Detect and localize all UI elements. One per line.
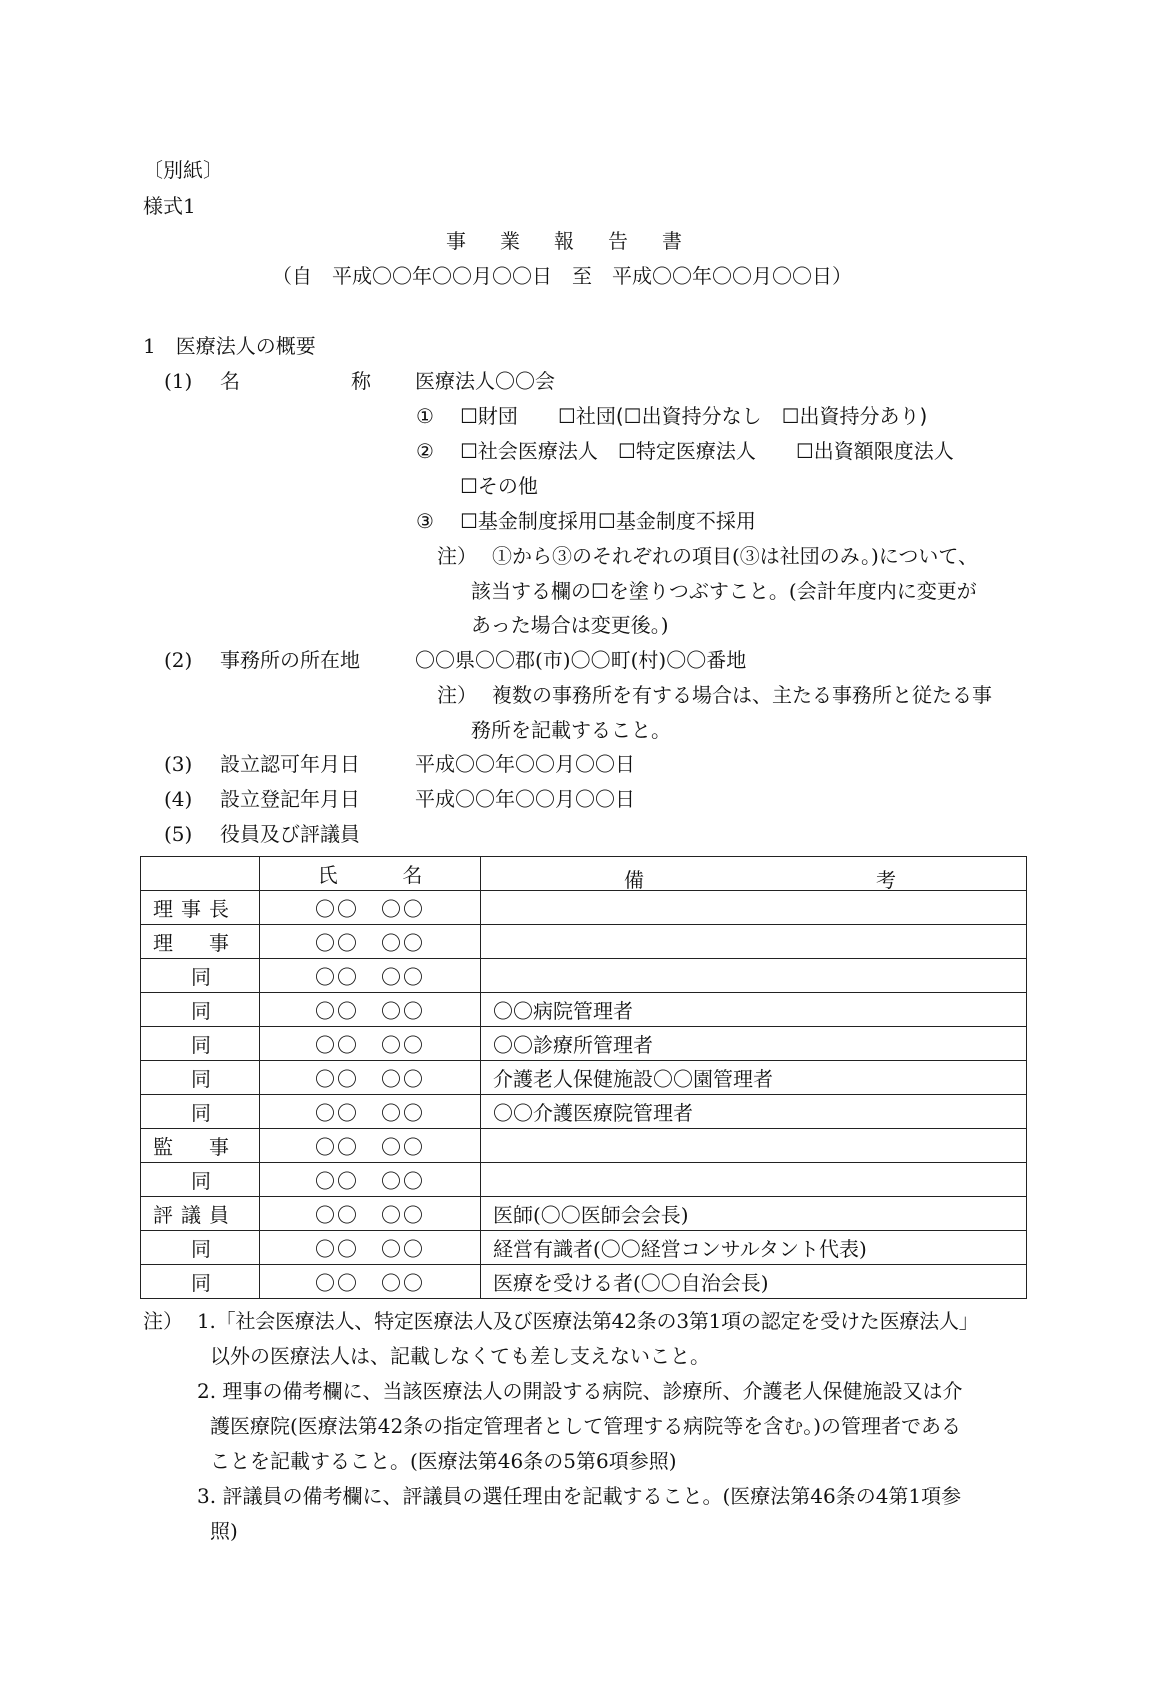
- table-row: [141, 1163, 1027, 1197]
- table-row: [141, 891, 1027, 925]
- officer-name-cell: [260, 925, 481, 959]
- officer-note-cell: [481, 1265, 1027, 1299]
- form-number: 様式1: [143, 194, 196, 218]
- registration-date: 平成〇〇年〇〇月〇〇日: [415, 787, 635, 811]
- officer-name-cell: [260, 993, 481, 1027]
- officer-role: 評議員: [153, 1203, 237, 1227]
- officer-name: 〇〇 〇〇: [315, 931, 425, 955]
- table-row: [141, 1265, 1027, 1299]
- officer-name: 〇〇 〇〇: [315, 1101, 425, 1125]
- officer-role-cell: [141, 1163, 260, 1197]
- officer-role: 同: [191, 999, 211, 1023]
- header-note-b: 考: [876, 868, 896, 891]
- officer-role-cell: [141, 1129, 260, 1163]
- footnote-label: 注）: [143, 1309, 183, 1333]
- item4-label: 設立登記年月日: [220, 787, 360, 811]
- officer-note: 介護老人保健施設〇〇園管理者: [493, 1067, 773, 1091]
- header-name-b: 名: [402, 863, 423, 887]
- footnote1-line1: 1.「社会医療法人、特定医療法人及び医療法第42条の3第1項の認定を受けた医療法人」: [197, 1309, 979, 1333]
- officer-note-cell: [481, 959, 1027, 993]
- table-row: [141, 1129, 1027, 1163]
- officer-name: 〇〇 〇〇: [315, 1033, 425, 1057]
- header-note-cell: [481, 857, 1027, 891]
- officer-role: 理事長: [153, 897, 237, 921]
- item5-label: 役員及び評議員: [220, 822, 360, 846]
- officer-role: 同: [191, 1271, 211, 1295]
- footnote3-line1: 3. 評議員の備考欄に、評議員の選任理由を記載すること。(医療法第46条の4第1項参: [197, 1484, 962, 1508]
- approval-date: 平成〇〇年〇〇月〇〇日: [415, 752, 635, 776]
- officer-name-cell: [260, 1095, 481, 1129]
- officer-note: 〇〇病院管理者: [493, 999, 633, 1023]
- officer-name: 〇〇 〇〇: [315, 1135, 425, 1159]
- officer-note-cell: [481, 993, 1027, 1027]
- officer-name: 〇〇 〇〇: [315, 1203, 425, 1227]
- officer-note-cell: [481, 891, 1027, 925]
- option2-other: ☐その他: [460, 474, 538, 498]
- officer-note-cell: [481, 1129, 1027, 1163]
- officer-name-cell: [260, 1231, 481, 1265]
- footnote2-line1: 2. 理事の備考欄に、当該医療法人の開設する病院、診療所、介護老人保健施設又は介: [197, 1379, 963, 1403]
- officer-name: 〇〇 〇〇: [315, 1067, 425, 1091]
- officer-note-cell: [481, 1163, 1027, 1197]
- item2-note-line1: 複数の事務所を有する場合は、主たる事務所と従たる事: [492, 683, 992, 707]
- officer-role-cell: [141, 1231, 260, 1265]
- officer-role: 理 事: [153, 931, 237, 955]
- header-name-cell: [260, 857, 481, 891]
- officer-role-cell: [141, 1197, 260, 1231]
- document-title: 事業報告書: [446, 229, 716, 253]
- officer-note-cell: [481, 1231, 1027, 1265]
- header-role-cell: [141, 857, 260, 891]
- table-row: [141, 1095, 1027, 1129]
- item5-number: (5): [164, 822, 193, 846]
- attachment-label: 〔別紙〕: [143, 158, 223, 182]
- officer-role-cell: [141, 891, 260, 925]
- office-address: 〇〇県〇〇郡(市)〇〇町(村)〇〇番地: [415, 648, 747, 672]
- table-row: [141, 959, 1027, 993]
- officer-note-cell: [481, 1061, 1027, 1095]
- officer-note-cell: [481, 925, 1027, 959]
- officer-note-cell: [481, 1197, 1027, 1231]
- item1-note-line3: あった場合は変更後。): [471, 613, 669, 637]
- officer-role: 監 事: [153, 1135, 237, 1159]
- header-note-a: 備: [624, 868, 644, 891]
- corporation-name: 医療法人〇〇会: [415, 369, 555, 393]
- officer-role: 同: [191, 1067, 211, 1091]
- officer-role-cell: [141, 1027, 260, 1061]
- officer-name: 〇〇 〇〇: [315, 965, 425, 989]
- officer-name-cell: [260, 959, 481, 993]
- footnote2-line3: ことを記載すること。(医療法第46条の5第6項参照): [210, 1449, 677, 1473]
- footnote1-line2: 以外の医療法人は、記載しなくても差し支えないこと。: [210, 1344, 710, 1368]
- officer-role: 同: [191, 1033, 211, 1057]
- officer-role-cell: [141, 1265, 260, 1299]
- officer-note: 医師(〇〇医師会会長): [493, 1203, 689, 1227]
- officer-name: 〇〇 〇〇: [315, 1169, 425, 1193]
- officer-name-cell: [260, 1061, 481, 1095]
- item3-label: 設立認可年月日: [220, 752, 360, 776]
- item3-number: (3): [164, 752, 193, 776]
- section-heading: 1 医療法人の概要: [143, 334, 316, 358]
- item4-number: (4): [164, 787, 193, 811]
- officer-name-cell: [260, 1265, 481, 1299]
- officers-table: [140, 856, 1027, 1299]
- table-row: [141, 1231, 1027, 1265]
- footnote3-line2: 照): [210, 1519, 238, 1543]
- item1-note-line1: ①から③のそれぞれの項目(③は社団のみ。)について、: [492, 544, 979, 568]
- officer-note-cell: [481, 1027, 1027, 1061]
- option2-mark: ②: [416, 439, 434, 463]
- table-row: [141, 1197, 1027, 1231]
- officer-name: 〇〇 〇〇: [315, 1237, 425, 1261]
- table-row: [141, 1027, 1027, 1061]
- officer-note-cell: [481, 1095, 1027, 1129]
- item2-number: (2): [164, 648, 193, 672]
- item1-note-label: 注）: [437, 544, 477, 568]
- officer-name-cell: [260, 1197, 481, 1231]
- option3-checkboxes: ☐基金制度採用☐基金制度不採用: [460, 509, 756, 533]
- table-row: [141, 925, 1027, 959]
- item1-label-b: 称: [351, 369, 371, 393]
- officer-name-cell: [260, 1129, 481, 1163]
- item1-label-a: 名: [220, 369, 240, 393]
- officer-role: 同: [191, 1101, 211, 1125]
- item2-label: 事務所の所在地: [220, 648, 360, 672]
- officer-name: 〇〇 〇〇: [315, 897, 425, 921]
- officer-note: 〇〇診療所管理者: [493, 1033, 653, 1057]
- officer-note: 医療を受ける者(〇〇自治会長): [493, 1271, 769, 1295]
- report-period: （自 平成〇〇年〇〇月〇〇日 至 平成〇〇年〇〇月〇〇日）: [272, 264, 852, 288]
- officer-name-cell: [260, 891, 481, 925]
- item2-note-line2: 務所を記載すること。: [471, 718, 671, 742]
- header-name-a: 氏: [317, 863, 338, 887]
- officer-note: 経営有識者(〇〇経営コンサルタント代表): [493, 1237, 867, 1261]
- item1-note-line2: 該当する欄の☐を塗りつぶすこと。(会計年度内に変更が: [471, 579, 977, 603]
- officer-role-cell: [141, 1061, 260, 1095]
- option3-mark: ③: [416, 509, 434, 533]
- table-row: [141, 1061, 1027, 1095]
- officer-role-cell: [141, 925, 260, 959]
- officer-role: 同: [191, 1169, 211, 1193]
- officer-role: 同: [191, 1237, 211, 1261]
- officer-name: 〇〇 〇〇: [315, 999, 425, 1023]
- table-row: [141, 993, 1027, 1027]
- officer-role-cell: [141, 959, 260, 993]
- item2-note-label: 注）: [437, 683, 477, 707]
- officer-name-cell: [260, 1027, 481, 1061]
- officer-name-cell: [260, 1163, 481, 1197]
- officer-note: 〇〇介護医療院管理者: [493, 1101, 693, 1125]
- option1-mark: ①: [416, 404, 434, 428]
- table-header-row: [141, 857, 1027, 891]
- item1-number: (1): [164, 369, 193, 393]
- footnote2-line2: 護医療院(医療法第42条の指定管理者として管理する病院等を含む。)の管理者である: [210, 1414, 962, 1438]
- officer-name: 〇〇 〇〇: [315, 1271, 425, 1295]
- option2-checkboxes: ☐社会医療法人 ☐特定医療法人 ☐出資額限度法人: [460, 439, 954, 463]
- option1-checkboxes: ☐財団 ☐社団(☐出資持分なし ☐出資持分あり): [460, 404, 928, 428]
- officer-role-cell: [141, 1095, 260, 1129]
- officer-role: 同: [191, 965, 211, 989]
- officer-role-cell: [141, 993, 260, 1027]
